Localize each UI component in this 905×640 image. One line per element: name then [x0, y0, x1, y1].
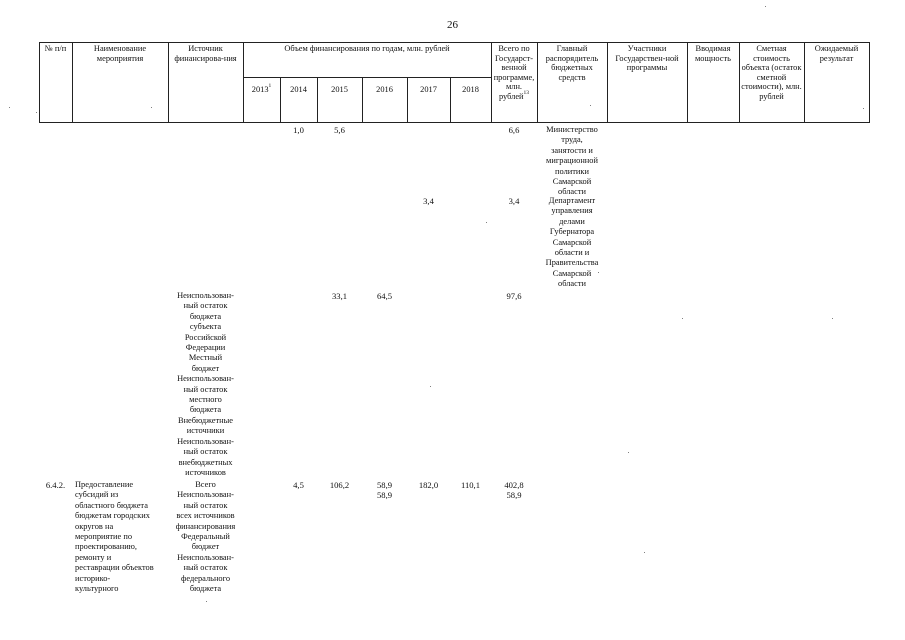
row2-total-value: 3,4: [508, 196, 520, 206]
row4-name-line: бюджетам городских: [75, 511, 150, 521]
row3-source-line: ный остаток: [183, 447, 228, 457]
row4-source-line: Всего: [195, 480, 216, 489]
header-year-2017: [407, 83, 450, 95]
row2-administrator-line: Правительства: [545, 258, 599, 268]
scan-speck: [590, 105, 591, 106]
header-year-2014: [280, 83, 317, 95]
header-bottom-rule: [39, 122, 869, 123]
scan-speck: [832, 318, 833, 319]
row4-name-line: мероприятие по: [75, 532, 133, 542]
row4-2014-value: 4,5: [293, 480, 304, 490]
row4-source-line: финансирования: [175, 521, 236, 531]
row2-administrator-line: Самарской: [552, 268, 592, 278]
row1-administrator-line: миграционной: [546, 156, 598, 166]
row4-source: [168, 480, 243, 594]
row1-administrator-line: Министерство: [546, 125, 598, 134]
header-administrator: [537, 42, 607, 82]
row1-administrator-line: Самарской: [552, 177, 592, 187]
header-year-2013-text: 2013: [251, 85, 269, 94]
header-no-text: № п/п: [44, 44, 67, 53]
header-year-2018: [450, 83, 491, 95]
scan-speck: [765, 6, 766, 7]
row4-source-line: бюджет: [191, 542, 220, 552]
header-year-2015: [317, 83, 362, 95]
row2-administrator-line: делами: [559, 216, 585, 226]
header-name-text: Наименование мероприятия: [93, 44, 147, 63]
row3-source-line: внебюджетных: [178, 457, 233, 467]
row3-total-value: 97,6: [506, 291, 522, 301]
row4-name-line: проектированию,: [75, 542, 138, 552]
row4-total-value-b: 58,9: [506, 490, 522, 500]
row1-administrator-line: труда,: [561, 135, 583, 145]
row3-2015-value: 33,1: [331, 291, 348, 301]
row4-name-line: субсидий из: [75, 490, 119, 500]
row1-total-value: 6,6: [508, 125, 520, 135]
row3-source-line: бюджета: [189, 405, 222, 415]
row4-number: 6.4.2.: [45, 480, 66, 490]
row3-source-line: источников: [185, 467, 226, 477]
row3-source: [168, 291, 243, 478]
row4-source-line: всех источников: [176, 511, 235, 521]
row1-2015-value: 5,6: [334, 125, 345, 135]
row3-source-line: Российской: [184, 332, 227, 342]
scan-speck: [430, 386, 431, 387]
row4-2017-value: 182,0: [418, 480, 439, 490]
row3-source-line: Внебюджетные: [177, 415, 234, 425]
row3-2016-value: 64,5: [376, 291, 393, 301]
column-rule: [869, 42, 870, 123]
header-financing-group-text: Объем финансирования по годам, млн. рублей: [284, 44, 450, 53]
row4-name-line: культурного: [75, 584, 119, 594]
header-participants: [607, 42, 687, 73]
header-capacity-text: Вводимая мощность: [694, 44, 731, 63]
row4-2015-value: 106,2: [329, 480, 350, 490]
header-capacity: [687, 42, 739, 63]
scan-speck: [486, 222, 487, 223]
row3-source-line: Местный: [188, 353, 223, 363]
row4-source-line: ный остаток: [183, 563, 228, 573]
row4-source-line: Федеральный: [181, 532, 230, 542]
row2-administrator-line: Губернатора: [549, 227, 595, 237]
header-year-2018-text: 2018: [462, 85, 479, 94]
row3-source-line: субъекта: [189, 322, 222, 332]
header-year-2017-text: 2017: [420, 85, 437, 94]
row4-name-line: ремонту и: [75, 552, 112, 562]
header-participants-text: Участники Государствен-ной программы: [615, 44, 679, 73]
row1-administrator-line: области: [558, 187, 586, 197]
row3-source-line: местного: [189, 395, 222, 405]
row1-administrator: [537, 125, 607, 198]
row4-name-line: историко-: [75, 573, 111, 583]
row1-2014-value: 1,0: [293, 125, 304, 135]
row4-name-line: реставрации объектов: [75, 563, 154, 573]
row2-administrator-line: Самарской: [552, 237, 592, 247]
scan-speck: [206, 601, 207, 602]
column-rule: [39, 42, 40, 123]
row2-administrator: [537, 196, 607, 290]
row4-source-line: ный остаток: [183, 500, 228, 510]
header-result: [804, 42, 869, 63]
row4-source-line: федерального: [180, 573, 231, 583]
row2-administrator-line: области и: [554, 248, 590, 258]
row2-administrator-line: управления: [551, 206, 593, 216]
row3-source-line: источники: [186, 426, 225, 436]
header-total-sup: 13: [523, 89, 530, 96]
header-name: [72, 42, 168, 63]
row4-name-line: Предоставление: [75, 480, 134, 489]
row4-2018-value: 110,1: [460, 480, 481, 490]
row4-source-line: бюджета: [189, 584, 222, 594]
header-result-text: Ожидаемый результат: [814, 44, 859, 63]
row1-administrator-line: занятости и: [551, 145, 593, 155]
header-year-2013: [243, 83, 280, 95]
scan-speck: [628, 452, 629, 453]
header-cost: [739, 42, 804, 102]
scan-speck: [9, 107, 10, 108]
row4-source-line: Неиспользован-: [177, 552, 234, 562]
row1-administrator-line: политики: [555, 166, 589, 176]
header-administrator-text: Главный распорядитель бюджетных средств: [545, 44, 599, 82]
row2-2017-value: 3,4: [423, 196, 434, 206]
row4-name-line: областного бюджета: [75, 500, 148, 510]
scan-speck: [36, 112, 37, 113]
header-financing-group: [243, 42, 491, 54]
row2-administrator-line: области: [558, 279, 586, 289]
row3-source-line: бюджет: [191, 363, 220, 373]
row2-administrator-line: Департамент: [548, 196, 596, 205]
row3-source-line: бюджета: [189, 311, 222, 321]
header-cost-text: Сметная стоимость объекта (остаток сметной стоимости), млн. рублей: [741, 44, 802, 101]
row4-total-value: 402,8: [504, 480, 524, 490]
header-year-2013-sup: 1: [268, 83, 272, 89]
header-no: [39, 42, 72, 54]
scan-speck: [863, 108, 864, 109]
header-source: [168, 42, 243, 63]
row3-source-line: Неиспользован-: [177, 291, 234, 300]
row3-source-line: Неиспользован-: [177, 374, 234, 384]
page-number: 26: [447, 19, 458, 31]
row3-source-line: ный остаток: [183, 301, 228, 311]
scan-speck: [151, 107, 152, 108]
header-year-2016: [362, 83, 407, 95]
scan-speck: [682, 318, 683, 319]
row3-source-line: Неиспользован-: [177, 436, 234, 446]
row4-name: [75, 480, 168, 594]
header-year-2015-text: 2015: [331, 85, 348, 94]
row4-name-line: округов на: [75, 521, 114, 531]
row4-source-line: Неиспользован-: [177, 490, 234, 500]
row4-2016-value-b: 58,9: [376, 490, 393, 500]
row3-source-line: Федерации: [185, 343, 226, 353]
row3-source-line: ный остаток: [183, 384, 228, 394]
scan-speck: [644, 552, 645, 553]
header-total: [491, 42, 537, 102]
header-year-2016-text: 2016: [376, 85, 393, 94]
header-year-2014-text: 2014: [290, 85, 307, 94]
header-source-text: Источник финансирова-ния: [174, 44, 237, 63]
header-total-text: Всего по Государст-венной программе, млн. рублей: [493, 44, 535, 101]
row4-2016-value: 58,9: [376, 480, 393, 490]
